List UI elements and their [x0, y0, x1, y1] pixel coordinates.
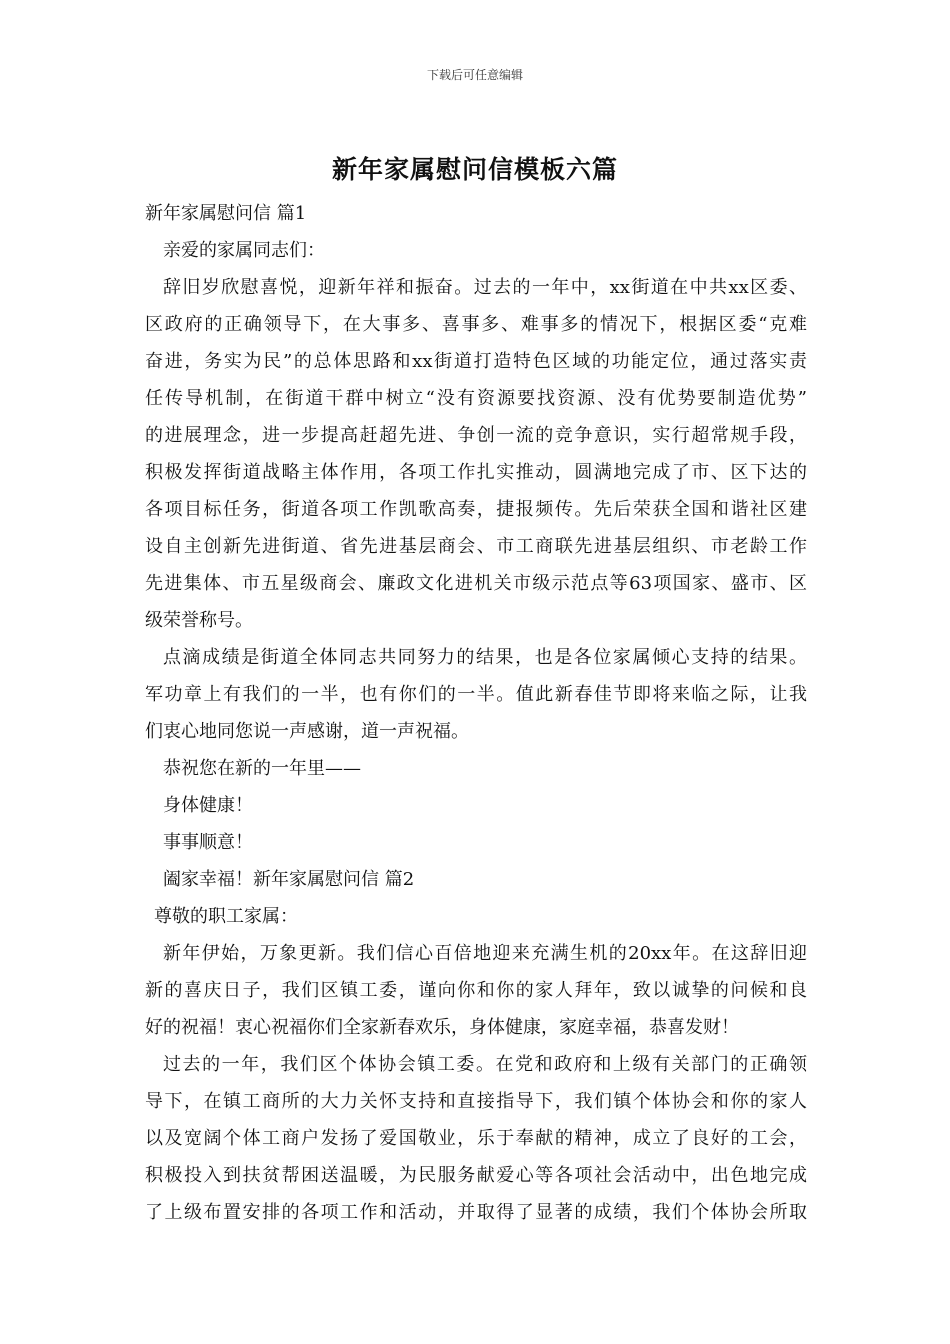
text-line: 新年家属慰问信 篇1: [145, 203, 307, 224]
text-line: 级荣誉称号。: [145, 610, 253, 631]
text-line: 了上级布置安排的各项工作和活动，并取得了显著的成绩，我们个体协会所取: [145, 1202, 807, 1223]
text-line: 设自主创新先进街道、省先进基层商会、市工商联先进基层组织、市老龄工作: [145, 536, 807, 557]
document-title: 新年家属慰问信模板六篇: [331, 155, 618, 184]
text-line: 先进集体、市五星级商会、廉政文化进机关市级示范点等63项国家、盛市、区: [145, 573, 807, 594]
text-line: 辞旧岁欣慰喜悦，迎新年祥和振奋。过去的一年中，xx街道在中共xx区委、: [163, 277, 807, 298]
text-line: 过去的一年，我们区个体协会镇工委。在党和政府和上级有关部门的正确领: [163, 1054, 807, 1075]
text-line: 各项目标任务，街道各项工作凯歌高奏，捷报频传。先后荣获全国和谐社区建: [145, 499, 807, 520]
text-line: 导下，在镇工商所的大力关怀支持和直接指导下，我们镇个体协会和你的家人: [145, 1091, 807, 1112]
text-line: 新的喜庆日子，我们区镇工委，谨向你和你的家人拜年，致以诚挚的问候和良: [145, 980, 807, 1001]
text-line: 好的祝福！衷心祝福你们全家新春欢乐，身体健康，家庭幸福，恭喜发财！: [145, 1017, 739, 1038]
text-line: 积极投入到扶贫帮困送温暖，为民服务献爱心等各项社会活动中，出色地完成: [145, 1165, 807, 1186]
text-line: 军功章上有我们的一半，也有你们的一半。值此新春佳节即将来临之际，让我: [145, 684, 807, 705]
header-note: 下载后可任意编辑: [426, 68, 523, 82]
document-body: [145, 195, 807, 1231]
text-line: 的进展理念，进一步提高赶超先进、争创一流的竞争意识，实行超常规手段，: [145, 425, 807, 446]
text-line: 身体健康！: [163, 795, 253, 816]
text-line: 阖家幸福！新年家属慰问信 篇2: [163, 869, 415, 890]
text-line: 以及宽阔个体工商户发扬了爱国敬业，乐于奉献的精神，成立了良好的工会，: [145, 1128, 807, 1149]
text-line: 任传导机制，在街道干群中树立“没有资源要找资源、没有优势要制造优势”: [145, 388, 807, 409]
text-line: 区政府的正确领导下，在大事多、喜事多、难事多的情况下，根据区委“克难: [145, 314, 807, 335]
text-line: 们衷心地同您说一声感谢，道一声祝福。: [145, 721, 469, 742]
text-line: 点滴成绩是街道全体同志共同努力的结果，也是各位家属倾心支持的结果。: [163, 647, 807, 668]
text-line: 积极发挥街道战略主体作用，各项工作扎实推动，圆满地完成了市、区下达的: [145, 462, 807, 483]
text-line: 新年伊始，万象更新。我们信心百倍地迎来充满生机的20xx年。在这辞旧迎: [163, 943, 807, 964]
text-line: 事事顺意！: [163, 832, 253, 853]
text-line: 尊敬的职工家属：: [154, 906, 298, 927]
text-line: 奋进，务实为民”的总体思路和xx街道打造特色区域的功能定位，通过落实责: [145, 351, 807, 372]
text-line: 恭祝您在新的一年里——: [163, 758, 361, 779]
text-line: 亲爱的家属同志们：: [163, 240, 325, 261]
